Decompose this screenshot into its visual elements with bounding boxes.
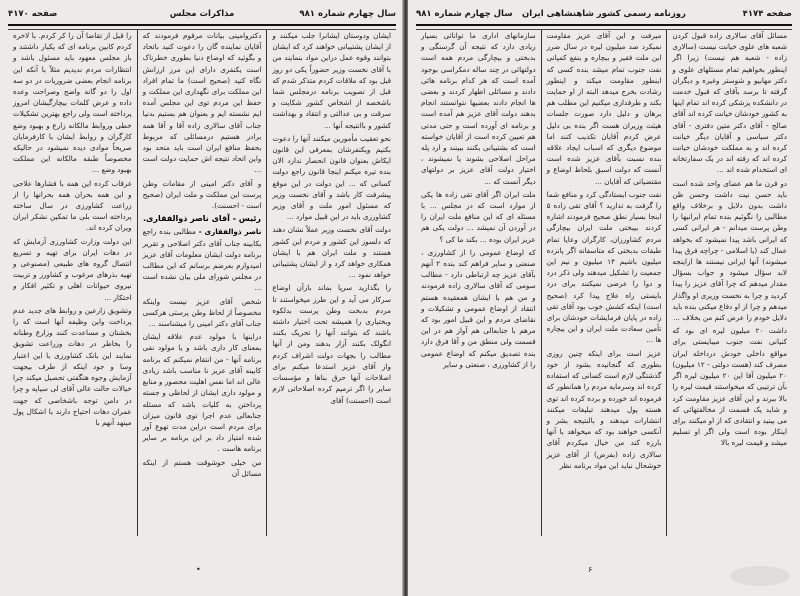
left-page-header <box>8 4 396 24</box>
paragraph: میرفت و این آقای عزیز مقاومت نمیکرد صد میلیون لیره در سال ضرر این ملت فقیر و بیچاره و بنفع کمپانی نفت جنوب تمام میشد بنده کسی که اینطور مقاومت میکند و اینطور رشادت بخرج میدهد البته از او حمایت بکند و طرفداری میکنیم این مطلب هم برهان و دلیل دارد صورت جلسات هیئت وزیران هست اگر بنده بی دلیل عرض کردم آقایان تکذیب کنند اما موضوع دیگری که اسباب ایجاد علاقه بنده نسبت بآقای عزیز شده است آنست که دولت اسبق بلحاظ اوضاع و مقتضیاتی که آقایان ... <box>546 31 662 186</box>
paragraph: ملت ایران اگر آقای تقی زاده ها یکی از موارد است که در مجلس ... با مسئله ای که این منافع ملت ایران را در آوردن آن نمیشد ... دولت یکی هم عزیز ایران بوده ... بکند ما کی ؟ <box>420 189 536 244</box>
paragraph: دکتروامینی بیانات مرقوم فرمودند که آقایان نماینده گان را دعوت کنید باتحاد و بگوئید که اوضاع دنیا بطوری خطرناک است یکنفری دارای این مرز ارزانش نگاه کنید (صحیح است) ما تمام افراد این مملکت برای نگهداری این مملکت و حفظ این مردم توی این مجلس آمده ایم نشسته ایم و بعنوان هم بستیم بدنیا جناب آقای سالاری زاده آقا و آقا همه برادر هستیم درمسائلی که مربوط بحفظ منافع ایران است باید متحد بود واین اتحاد نتیجه اش حمایت دولت است ... <box>142 31 262 175</box>
paragraph: که اوضاع عمومی را از کشاورزی ، صنعتی و سایر فراهم کند بنده ۲ آنهم بآقای عزیز چه ارتباطی دارد - مطالب سومی که آقای سالاری زاده فرمودند و من هم با ایشان همعقیده هستم انتقاد از اوضاع عمومی و تشکیلات و نقاضای مردم و این قبیل امور بود که مرهم با جنابعالی هم آواز هم در این قسمت ولی منطق من و آقا فرق دارد بنده تصدیق میکنم که اوضاع عمومی را از کشاورزی ، صنعتی و سایر <box>420 247 536 369</box>
paragraph: را قبل از تقاضا آن را کر کردم. با لاخره کردم کابین برنامه ای که یکبار داشتند و باز مجلس معهود باید مسئول باشد و انتظارات مردم ندیدیم مثلاً با آنکه این برنامه انجام بعضی ضروریات در دو سه اول را دو گانه واضح وصراحت وعده داده و عرض کلمات بیچارگیشان امروز پرداخته است ولی راجع بهترین تشکیلات خطی وروابط مالکانه زارع و بهبود وضع کارگران و روابط ایشان با کارفرمایان صریحاً موادی دیده نمیشود در حالیکه مخصوصاً طبقه مالکانه این مملکت بهبود وضع ... <box>12 31 132 175</box>
right-page-number: صفحه ۴۱۷۴ <box>742 9 792 19</box>
paragraph: نفت جنوب ایستادگی کرد و منافع شما را گرفت به تدارید ؟ آقای تقی زاده ۵ اینجا بسیار نطق صحیح فرمودند اشاره کردند بیبختی ملت ایران بیچارگی مردم کشاورزان، کارگران وعایا تمام طبقات بدبختی که متاسفانه اگر پانزده میلیون باشیم ۱۴ میلیون و نیم این جمعیت را تشکیل میدهند ولی ذکر درد و دوا را عرضی نمیکنند برای درد بایستی راه علاج پیدا کرد (صحیح است) اینکه کشش خوب بود آقای تقی زاده در پایان فرمایشات خودشان برای تأمین سعادت ملت ایران و این بیچاره ها ... <box>546 189 662 345</box>
paragraph: این دولت وزارت کشاورزی آزمایش که در دهات ایران برای تهیه و تسریع انتصال گروه های طبیعی (مصنوعی و تهیه بذرهای مرغوب و کشاورز و تربیت نیروی حیوانات اهلی و تکثیر افکار و احتکار ... <box>12 236 132 302</box>
right-column-3 <box>416 30 541 536</box>
left-columns <box>8 30 396 536</box>
left-section-title: مذاکرات مجلس <box>169 9 235 19</box>
right-column-2 <box>541 30 667 536</box>
right-page <box>408 0 800 596</box>
speaker-heading: رئیس - آقای ناصر ذوالفقاری. <box>142 214 261 224</box>
left-column-3 <box>8 30 137 536</box>
paragraph: وتشویق زارعین و روابط های جدید عدم پرداخت واین وظیفه آنها است که را بخشتان و مساعدت کنند وزارع وطنانه را بخاطر در دهات وزراعت تشویق نمایند این بانک کشاورزی با این اعتبار وسا و جود اینکه از طرف بیجهت آزمایش وجوه هنگفتی تحصیل میکند چرا خیالات حالت عالی آقای لی سیاپه و چرا در دامن توجه باشخاصی که جهت عمران دهات احتیاج دارند با اشکال پول مینهد آنهم با <box>12 305 132 427</box>
speaker-name: ناصر ذوالفقاری - <box>198 227 262 237</box>
paragraph: عزیز است برای اینکه چنین روزی بطوری که گنجانیده بشود از خود گذشتگی لازم است کسانی که استفاده کرده اند وسرمایه مردم را همانطور که فرموده اند خورده و برده کرده اند توی هسته پول میدهند تبلیغات میکنند انتشارات میدهند و بالنتیجه بشر و آنکسی خواهند بود که میخواهد با آنها بارزه کند من خیال میکردم آقای سالاری زاده (بفرض) از آقای عزیز خوشحال نباید این مواد برنامه نظر <box>546 348 662 470</box>
left-page-number: صفحه ۴۱۷۰ <box>8 9 58 19</box>
left-column-2 <box>137 30 267 536</box>
paragraph: شخص آقای عزیز نیست واینکه مخصوصاً از لحاظ وطن پرستی هرکسی جناب آقای دکتر امینی را میشناسند ... <box>142 296 262 329</box>
paragraph: داشت ۲۰ میلیون لیره ای بود که کنیانی نفت جنوب میبایستی برای مواقع داخلی خودش درداخله ایران مصرف کند (هست دولتی - ۱۲ میلیون) ۲۰ میلیون آقا این ۲۰ میلیون لیره اگر بآن ترتیبی که میخواستند قیمت لیره را بالا ببرند و این آقای عزیز مقاومت کرد و شاید یک قسمت از مخالفتهائی که می بینید و انتقادی که از او میکنند برای اینکار بوده است ولی اگر او تسلیم میشد و قیمت لیره بالا <box>672 326 788 448</box>
right-section-title: روزنامه رسمی کشور شاهنشاهی ایران <box>522 9 686 19</box>
right-columns <box>416 30 792 536</box>
right-page-header <box>416 4 792 24</box>
left-page-mark: • <box>196 565 201 574</box>
paragraph: دولت آقای نخست وزیر عملاً نشان دهند که دلسوز این کشور و مردم این کشور هستند و ملت ایران هم با ایشان همکاری خواهد کرد و از ایشان پشتیبانی خواهد نمود ... <box>272 225 391 280</box>
paragraph: را بگذارید سرپا بماند بازآن اوضاع سرکار می آید و این طرز میخواستند تا مردم بدبخت وطن پرست بدلکوه وبختیاری را همیشه تحت اختیار داشته باشند که بتوانند آنها را تحریک بکنند انگولک بکنند آزار بدهند ومن از آنها مطالب را بجهات دولت اشراف کردم واز آقای عزیز استدعا میکنم برای اصلاحات آنها حرق بناها و مؤسسات سایر را اگر ترمیم کرده اصلاحاتی لازم است (احسنت) آقای <box>272 283 391 405</box>
paragraph: سازمانهای اداری ما توانائی بسیار زیادی دارد که نتیجه آن گرسنگی و بدبختی و بیچارگی مردم همه است دولتهائی در چند ساله دمکراسی بوجود آمده است که هر کدام برنامه هائی دادند و مسائلی اظهار کردند و بعضی ها انجام دادند بعضیها نتوانستند انجام بدهند دولت آقای عزیز هم آمده است و برنامه ای آورده است و حتی مدتی هم تعیین کرده است از آقایان خواسته است که بشتیبانی بکنند ببینند و ارد پله مراحل اصلاحی بشوند یا نمیشوند ، اختیار دولت آقای عزیز بر دولتهای دیگر آنست که ... <box>420 31 536 186</box>
paragraph: نحو تعقیب مأمورین میکنند آنها را دعوت بکنیم ویکنفرشان بمعرفی این قانون ایکاش بعنوان قانون انحصار ندارد الان بنده تیره میکنم اینجا قانون راجع دولت کسانی که ... این دولت در این موقع پیشرفت کار باشد و آقای نخست وزیر که مسئول امور ملت و آقای وزیر کشاورزی باید در این قبیل موارد ... <box>272 133 391 222</box>
left-issue-info: سال چهارم شماره ۹۸۱ <box>299 9 396 19</box>
speech-text: مطالبی بنده راجع بکابینه جناب آقای دکتر اصلاحی و تقریر برنامه دولت ایشان معلومات آقای عزیز امیدوارم بعرضم برسانم که این مطالب در مجلس شورای ملی بیان نشده است ... <box>142 227 262 293</box>
right-page-mark: ۶ <box>588 565 593 574</box>
paragraph: من خیلی خوشوقت هستم از اینکه مسائل آن <box>142 457 262 478</box>
scan-smudge <box>730 566 790 586</box>
speech-paragraph <box>143 226 262 293</box>
paragraph: و آقای دکتر امینی از مقامات وطن پرست این مملکت و ملت ایران (صحیح است - احسنت). <box>142 178 262 211</box>
paragraph: مسائل آقای سالاری زاده قبول کردن شعبه های علوی خیانت نیست (سالاری زاده - شعبه هم نیست) زیرا اگر اینطور بخواهیم تمام مسئلهای علوی و دکتر مهابیو و شوستر وغیره و دیگران گرفته تا برسد بآقای که قبول خدمت در دانشکده پزشکی کرده اند تمام اینها به کشور خودشان خیانت کرده اند آقای صالح - آقای دکتر متین دفتری - آقای دکتر سیاسی و آقایان دیگر خیانت کرده اند و به مملکت خودشان خیانت کرده اند که رفته اند در یک سفارتخانه ای استخدام شده اند ... <box>672 31 787 175</box>
paragraph: دو قرن ما هم عضای واحد شده است باید حسن نیت داشت وحسن ظن داشت بدون دلایل و برخلاف واقع مطالبی را نگوئیم بنده تمام ایرانیها را وطن پرست میدانم - هر ایرانی کسی که ایرانی باشد پیدا نمیشود که بخواهد عمال کند (یا اسلامی - چراچه فرق پیدا میشوند) آنها ایرانی نیستند ها ازاینجه لابد سؤال میشود و جواب بسؤال مقدار میدهم که چرا آقای عزیز را پیدا کردید و چرا به نخست وزیری او واگذار میدهم و چرا از او دفاع میکنی بنده باید دلایل خودم را عرض کنم من بخلاف ... <box>672 178 787 323</box>
right-column-1 <box>666 30 792 536</box>
paragraph: ایشان ودوستان ایشانرا جلب میکنند و از ایشان پشتیبانی خواهند کرد که ایشان بتوانند وقوه عمل دراین مواد بنمایند من با آقای نخست وزیر حضوراً یکی دو روز قبل بود که ملاقات کردم متذکر شدم که قبل از تصویب برنامه درمجلس شما باشخصه از اشخاص کشور شکایت و سرقت و بی عدالتی و انتقاد و بهداشت کشور و باانتیجه آنها ... <box>272 31 391 130</box>
left-column-1 <box>266 30 396 536</box>
paragraph: دراینها با مولود عدم علاقه ایشان بمعنای کار داری باشد و یا مولود نفی برنامه آنها - من انتقام نمیکنم که برنامه کابینه آقای عزیز نا مناسب باشد زیادی عالی اند اما نفس اهلیت محصور و منابع و مولود داری ایشان از لحاظی و جسته پرداختن به کلیات باشد که مسئله جنابعالی عدم اجرا توی قانون میزان برای مردم است دراین مدت تهوع آور شده امتیاز داد بر این برنامه بر سایر برنامه هاست . <box>142 332 262 454</box>
paragraph: غرقاب کرده این همه با فشارها علاجی و این همه بحران همه بحرانها را از زراعت کشاورزی در سال ساخته پرداخته است بلی ما تمکین نشکر ایران ویران کرده اند. <box>12 178 132 233</box>
right-issue-info: سال چهارم شماره ۹۸۱ <box>416 9 513 19</box>
